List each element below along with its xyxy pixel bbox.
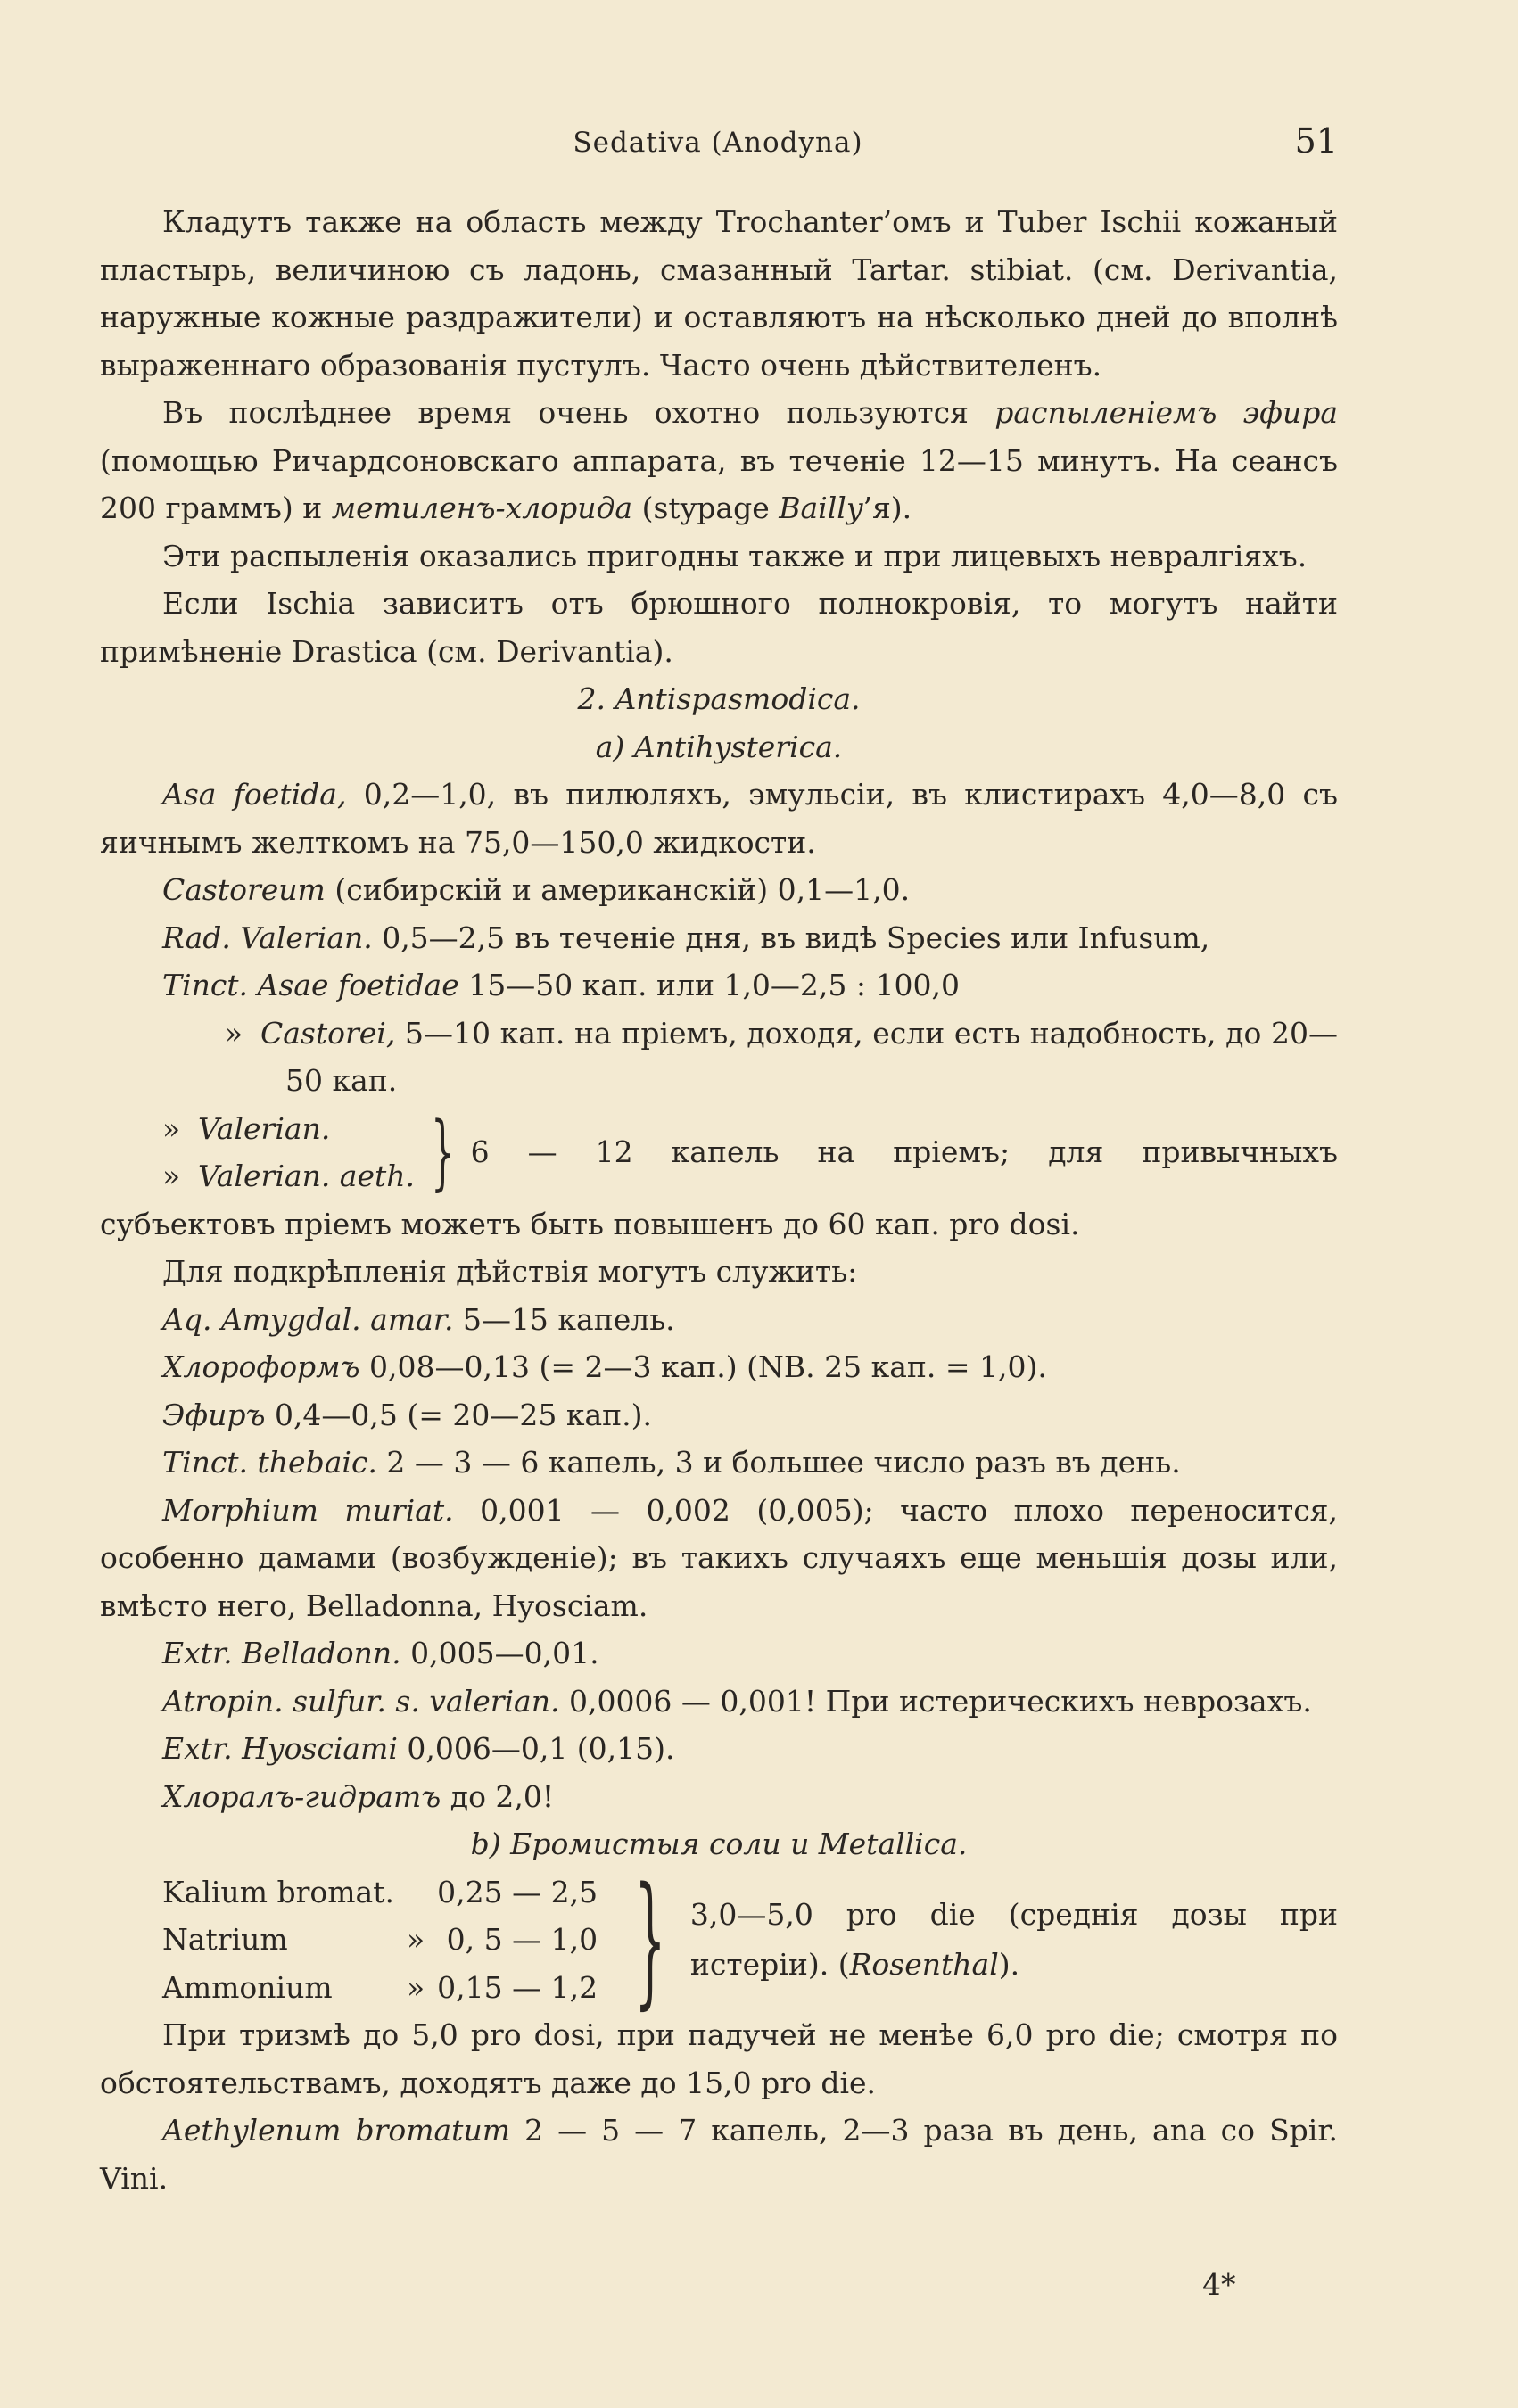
entry-aethylenum: Aethylenum bromatum 2 — 5 — 7 капель, 2—3 раза въ день, ana co Spir. Vini. bbox=[100, 2113, 1338, 2196]
ditto-mark: » bbox=[225, 1015, 243, 1051]
page-body bbox=[100, 198, 1338, 2202]
paragraph-ischia: Если Ischia зависитъ отъ брюшного полнокровія, то могутъ найти примѣненіе Drastica (см. Derivantia). bbox=[100, 586, 1338, 669]
rosenthal-name: Rosenthal bbox=[849, 1946, 999, 1982]
paragraph-plaster: Кладутъ также на область между Trochanter’омъ и Tuber Ischii кожаный пластырь, величиною съ ладонь, смазанный Tartar. stibiat. (см. Derivantia, наружные кожные раздражители) и оставляютъ на нѣсколько дней до вполнѣ выраженнаго образованія пустулъ. Часто очень дѣйствителенъ. bbox=[100, 204, 1338, 383]
salt-dose: 0, 5 — 1,0 bbox=[446, 1922, 598, 1957]
salt-ditto bbox=[407, 1868, 437, 1917]
page-header bbox=[98, 121, 1338, 168]
entry-castorei: » Castorei, 5—10 кап. на пріемъ, доходя, если есть надобность, до 20—50 кап. bbox=[100, 1010, 1338, 1105]
salt-row bbox=[162, 1916, 610, 1964]
salt-ditto: » bbox=[406, 1969, 425, 2005]
methylene-chloride-term: метиленъ-хлорида bbox=[331, 491, 633, 525]
entry-castoreum: Castoreum (сибирскій и американскій) 0,1—1,0. bbox=[162, 872, 911, 907]
page-number: 51 bbox=[1294, 121, 1338, 161]
entry-morphium: Morphium muriat. 0,001 — 0,002 (0,005); часто плохо переносится, особенно дамами (возбужденіе); въ такихъ случаяхъ еще меньшія дозы или, вмѣсто него, Belladonna, Hyosciam. bbox=[100, 1492, 1338, 1623]
entry-valerian-group bbox=[100, 1105, 1338, 1200]
entry-extr-belladonn: Extr. Belladonn. 0,005—0,01. bbox=[162, 1636, 599, 1670]
entry-asa-foetida: Asa foetida, 0,2—1,0, въ пилюляхъ, эмульсіи, въ клистирахъ 4,0—8,0 съ яичнымъ желткомъ на 75,0—150,0 жидкости. bbox=[100, 777, 1338, 860]
salt-ditto: » bbox=[406, 1922, 425, 1957]
subsection-heading-b: b) Бромистыя соли и Metallica. bbox=[470, 1827, 968, 1861]
salt-name: Natrium bbox=[162, 1922, 288, 1957]
entry-rad-valerian: Rad. Valerian. 0,5—2,5 въ теченіе дня, въ видѣ Species или Infusum, bbox=[162, 919, 1210, 955]
salt-name: Ammonium bbox=[162, 1969, 333, 2005]
paragraph-support: Для подкрѣпленія дѣйствія могутъ служить: bbox=[162, 1254, 858, 1289]
subsection-heading-a: a) Antihysterica. bbox=[595, 729, 843, 764]
entry-extr-hyosciami: Extr. Hyosciami 0,006—0,1 (0,15). bbox=[162, 1731, 675, 1766]
entry-tinct-asae: Tinct. Asae foetidae 15—50 кап. или 1,0—2,5 : 100,0 bbox=[162, 968, 960, 1002]
paragraph-facial-neuralgia: Эти распыленія оказались пригодны также и при лицевыхъ невралгіяхъ. bbox=[162, 538, 1308, 573]
entry-atropin: Atropin. sulfur. s. valerian. 0,0006 — 0,001! При истерическихъ неврозахъ. bbox=[162, 1683, 1312, 1719]
salt-dose: 0,15 — 1,2 bbox=[437, 1969, 598, 2005]
entry-chloral: Хлоралъ-гидратъ до 2,0! bbox=[162, 1778, 555, 1814]
bromide-salts-table bbox=[162, 1868, 610, 2012]
section-heading: 2. Antispasmodica. bbox=[577, 681, 861, 716]
bromide-salts-block bbox=[100, 1855, 1338, 2023]
paragraph-trismus: При тризмѣ до 5,0 pro dosi, при падучей не менѣе 6,0 pro die; смотря по обстоятельствамъ, доходятъ даже до 15,0 pro die. bbox=[100, 2017, 1338, 2100]
salt-row bbox=[162, 1964, 610, 2012]
ether-spray-term: распыленіемъ эфира bbox=[994, 395, 1339, 430]
entry-tinct-thebaic: Tinct. thebaic. 2 — 3 — 6 капель, 3 и большее число разъ въ день. bbox=[162, 1445, 1181, 1480]
signature-mark: 4* bbox=[1202, 2267, 1236, 2302]
running-head: Sedativa (Anodyna) bbox=[573, 127, 863, 159]
valerian-name: Valerian. bbox=[198, 1110, 331, 1146]
salt-name: Kalium bromat. bbox=[162, 1874, 394, 1909]
right-brace: } bbox=[431, 1104, 455, 1200]
salt-dose: 0,25 — 2,5 bbox=[437, 1874, 598, 1909]
valerian-dose: 6 — 12 капель на пріемъ; для привычныхъ bbox=[470, 1134, 1338, 1170]
ditto-mark: » bbox=[162, 1159, 181, 1193]
valerian-aeth-name: Valerian. aeth. bbox=[198, 1159, 416, 1193]
salt-row bbox=[162, 1868, 610, 1917]
right-brace: } bbox=[634, 1855, 666, 2023]
valerian-continuation: субъектовъ пріемъ можетъ быть повышенъ до 60 кап. pro dosi. bbox=[100, 1206, 1080, 1241]
entry-ether: Эфиръ 0,4—0,5 (= 20—25 кап.). bbox=[162, 1397, 653, 1432]
entry-chloroform: Хлороформъ 0,08—0,13 (= 2—3 кап.) (NB. 25 кап. = 1,0). bbox=[162, 1349, 1047, 1384]
paragraph-ether-spray: Въ послѣднее время очень охотно пользуются распыленіемъ эфира (помощью Ричардсоновскаго аппарата, въ теченіе 12—15 минутъ. На сеансъ 200 граммъ) и метиленъ-хлорида (stypage Bailly’я). bbox=[100, 395, 1339, 525]
bromide-dose-note: 3,0—5,0 pro die (среднія дозы при истеріи). (Rosenthal). bbox=[689, 1896, 1338, 1982]
entry-aq-amygdal: Aq. Amygdal. amar. 5—15 капель. bbox=[162, 1301, 675, 1337]
ditto-mark: » bbox=[162, 1110, 181, 1146]
bailly-name: Bailly bbox=[779, 491, 863, 525]
